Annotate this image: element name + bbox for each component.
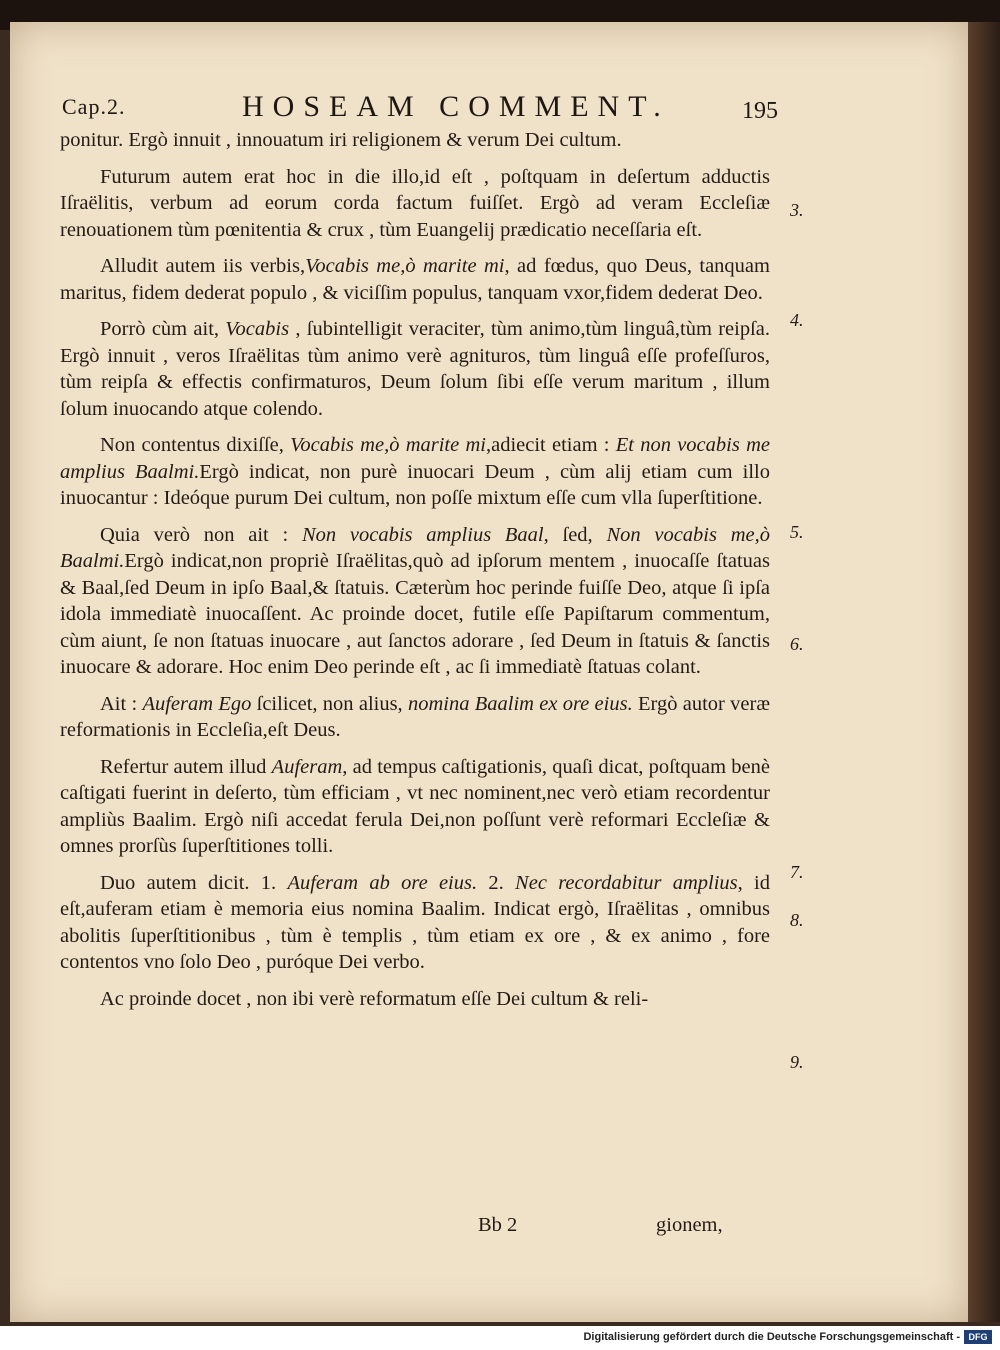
paragraph: [60, 432, 770, 512]
text-run: , ſubintelligit veraciter, tùm animo,tùm linguâ,tùm reipſa. Ergò innuit , veros Iſraëlitas tùm animo verè agnituros, tùm linguâ eſſe profeſſuros, tùm reipſa & effectis confirmaturos, Deum ſolum ſibi eſſe verum maritum , illum ſolum inuocando atque colendo.: [60, 318, 770, 420]
paragraph: [60, 691, 770, 744]
dfg-logo: DFG: [964, 1330, 992, 1344]
italic-text-run: Nec recordabitur amplius: [515, 871, 738, 894]
italic-text-run: Non vocabis me,ò Baalmi.: [60, 523, 771, 572]
digitization-footer: [0, 1326, 1000, 1350]
paragraph: [60, 164, 770, 244]
text-run: Quia verò non ait :: [100, 523, 302, 546]
paragraph: [60, 986, 770, 1013]
chapter-label: Cap.2.: [62, 94, 126, 119]
margin-number: 4.: [790, 310, 804, 330]
text-run: Ergò indicat, non purè inuocari Deum , cùm alij etiam cum illo inuocantur : Ideóque purum Dei cultum, non poſſe mixtum eſſe cum vlla ſuperſtitione.: [60, 460, 770, 509]
margin-number: 7.: [790, 862, 804, 882]
text-run: Non contentus dixiſſe,: [100, 434, 291, 456]
text-run: Ergò autor veræ reformationis in Eccleſia,eſt Deus.: [60, 692, 770, 741]
italic-text-run: Non vocabis amplius Baal: [301, 523, 544, 546]
margin-number: 5.: [790, 522, 804, 542]
paragraph: [60, 870, 770, 976]
text-run: Ac proinde docet , non ibi verè reformatum eſſe Dei cultum & reli-: [100, 987, 649, 1010]
text-run: ponitur. Ergò innuit , innouatum iri religionem & verum Dei cultum.: [60, 129, 622, 151]
paragraph: [60, 127, 770, 154]
text-run: ſcilicet, non alius,: [251, 692, 408, 715]
margin-number: 3.: [790, 200, 804, 220]
paragraph: [60, 754, 770, 860]
text-run: Futurum autem erat hoc in die illo,id eſt , poſtquam in deſertum adductis Iſraëlitis, verbum ad eorum corda factum fuiſſet. Ergò ad veram Eccleſiæ renouationem tùm pœnitentia & crux , tùm Euangelij prædicatio neceſſaria eſt.: [60, 165, 770, 241]
italic-text-run: Et non vocabis me amplius Baalmi.: [60, 434, 770, 483]
italic-text-run: Auferam ab ore eius.: [287, 871, 478, 894]
paragraph: [60, 253, 770, 306]
text-run: Porrò cùm ait,: [100, 318, 226, 340]
footer-credit: Digitalisierung gefördert durch die Deutsche Forschungsgemeinschaft -: [583, 1331, 960, 1343]
text-run: Duo autem dicit. 1.: [100, 871, 288, 894]
text-run: , ad fœdus, quo Deus, tanquam maritus, fidem dederat populo , & viciſſim populus, tanquam vxor,fidem dederat Deo.: [60, 255, 770, 304]
page-edge-shadow: [968, 22, 1000, 1322]
italic-text-run: Vocabis me,ò marite mi: [305, 255, 505, 277]
text-run: 2.: [477, 871, 516, 894]
italic-text-run: nomina Baalim ex ore eius.: [407, 692, 633, 715]
text-run: , ſed,: [543, 523, 607, 546]
margin-number: 6.: [790, 634, 804, 654]
text-run: , id eſt,auferam etiam è memoria eius nomina Baalim. Indicat ergò, Iſraëlitas , omnibus abolitis ſuperſtitionibus , tùm è templis , tùm etiam ex ore , & ex animo , fore contentos vno ſolo Deo , puróque Dei verbo.: [60, 871, 771, 973]
text-run: , ad tempus caſtigationis, quaſi dicat, poſtquam benè caſtigati fuerint in deſerto, tùm efficiam , vt nec nominent,nec verò etiam recordentur ampliùs Baalim. Ergò niſi accedat ferula Dei,non poſſunt verè reformari Eccleſiæ & omnes prorſùs ſuperſtitiones tolli.: [60, 755, 770, 857]
italic-text-run: Vocabis: [225, 318, 290, 340]
catchword: gionem,: [656, 1214, 723, 1236]
text-run: Alludit autem iis verbis,: [100, 255, 306, 277]
margin-number: 9.: [790, 1052, 804, 1072]
running-title: HOSEAM COMMENT.: [242, 90, 670, 123]
signature-mark: Bb 2: [478, 1214, 518, 1236]
body-text: [60, 127, 770, 1022]
text-run: Ergò indicat,non propriè Iſraëlitas,quò ad ipſorum mentem , inuocaſſe ſtatuas & Baal,ſed Deum in ipſo Baal,& ſtatuis. Cæterùm hoc perinde fuiſſe Deo, atque ſi ipſa idola immediatè inuocaſſent. Ac proinde docet, futile eſſe Papiſtarum commentum, cùm aiunt, ſe non ſtatuas inuocare , aut ſanctos adorare , ſed Deum in ſtatuis & ſanctis inuocare & adorare. Hoc enim Deo perinde eſt , ac ſi immediatè ſtatuas colant.: [60, 550, 770, 678]
book-page: [10, 22, 968, 1322]
text-run: Refertur autem illud: [100, 755, 272, 778]
italic-text-run: Auferam Ego: [142, 692, 252, 715]
italic-text-run: Vocabis me,ò marite mi: [290, 434, 486, 456]
text-run: Ait :: [100, 692, 143, 715]
italic-text-run: Auferam: [271, 755, 343, 778]
paragraph: [60, 522, 770, 681]
page-number: 195: [742, 98, 778, 124]
paragraph: [60, 316, 770, 422]
margin-number: 8.: [790, 910, 804, 930]
text-run: ,adiecit etiam :: [485, 434, 616, 456]
